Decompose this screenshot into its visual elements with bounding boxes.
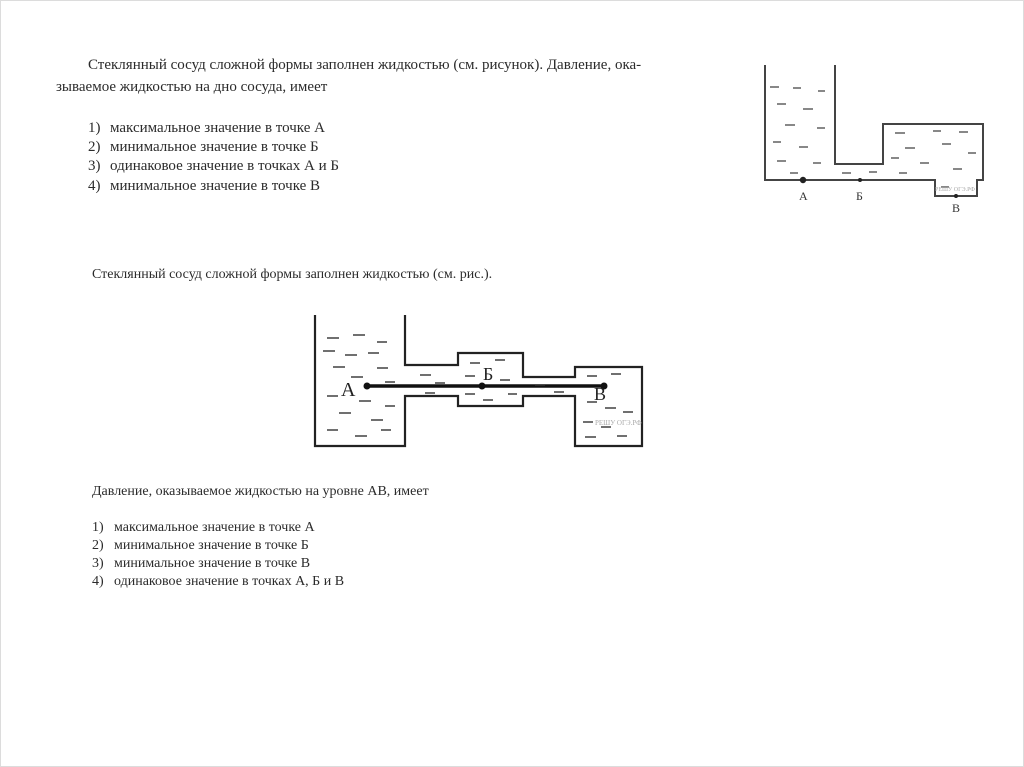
problem2-option-3 (92, 554, 310, 573)
label-v: В (952, 201, 961, 215)
option-text: максимальное значение в точке А (110, 120, 325, 136)
option-number: 1) (88, 120, 101, 136)
problem1-question-line2: зываемое жидкостью на дно сосуда, имеет (56, 79, 328, 95)
label-v: В (594, 384, 607, 404)
option-number: 3) (92, 556, 104, 571)
option-text: одинаковое значение в точках А и Б (110, 158, 339, 174)
option-number: 3) (88, 158, 101, 174)
problem1-vessel-figure (755, 60, 995, 220)
point-b-marker (858, 178, 862, 182)
option-text: минимальное значение в точке В (114, 556, 311, 571)
label-a: А (799, 189, 808, 203)
problem1-option-1 (88, 119, 325, 138)
label-a: А (341, 379, 356, 401)
option-number: 2) (92, 538, 104, 553)
option-text: максимальное значение в точке А (114, 520, 315, 535)
option-number: 1) (92, 520, 104, 535)
label-b: Б (856, 189, 863, 203)
problem2-option-4 (92, 572, 344, 591)
problem2-option-1 (92, 518, 315, 537)
problem1-option-3 (88, 157, 339, 176)
point-a-marker (800, 177, 806, 183)
problem1-option-4 (88, 177, 320, 196)
watermark: РЕШУ ОГЭ.РФ (935, 187, 976, 193)
option-number: 4) (88, 178, 101, 194)
option-text: минимальное значение в точке Б (114, 538, 309, 553)
option-number: 2) (88, 139, 101, 155)
option-text: одинаковое значение в точках А, Б и В (114, 574, 345, 589)
problem2-option-2 (92, 536, 309, 555)
problem1-question-line1: Стеклянный сосуд сложной формы заполнен жидкостью (см. рисунок). Давление, ока- (88, 57, 642, 73)
problem1-option-2 (88, 138, 319, 157)
problem2-intro: Стеклянный сосуд сложной формы заполнен жидкостью (см. рис.). (92, 267, 493, 282)
label-b: Б (483, 364, 494, 384)
option-text: минимальное значение в точке В (110, 178, 321, 194)
option-text: минимальное значение в точке Б (110, 139, 319, 155)
watermark: РЕШУ ОГЭ.РФ (595, 419, 642, 427)
vessel-walls (765, 65, 983, 196)
problem2-question: Давление, оказываемое жидкостью на уровне АВ, имеет (92, 484, 429, 499)
liquid-dashes (770, 87, 976, 187)
point-a-marker (364, 383, 371, 390)
point-v-marker (954, 194, 958, 198)
option-number: 4) (92, 574, 104, 589)
problem2-vessel-figure (305, 310, 650, 455)
